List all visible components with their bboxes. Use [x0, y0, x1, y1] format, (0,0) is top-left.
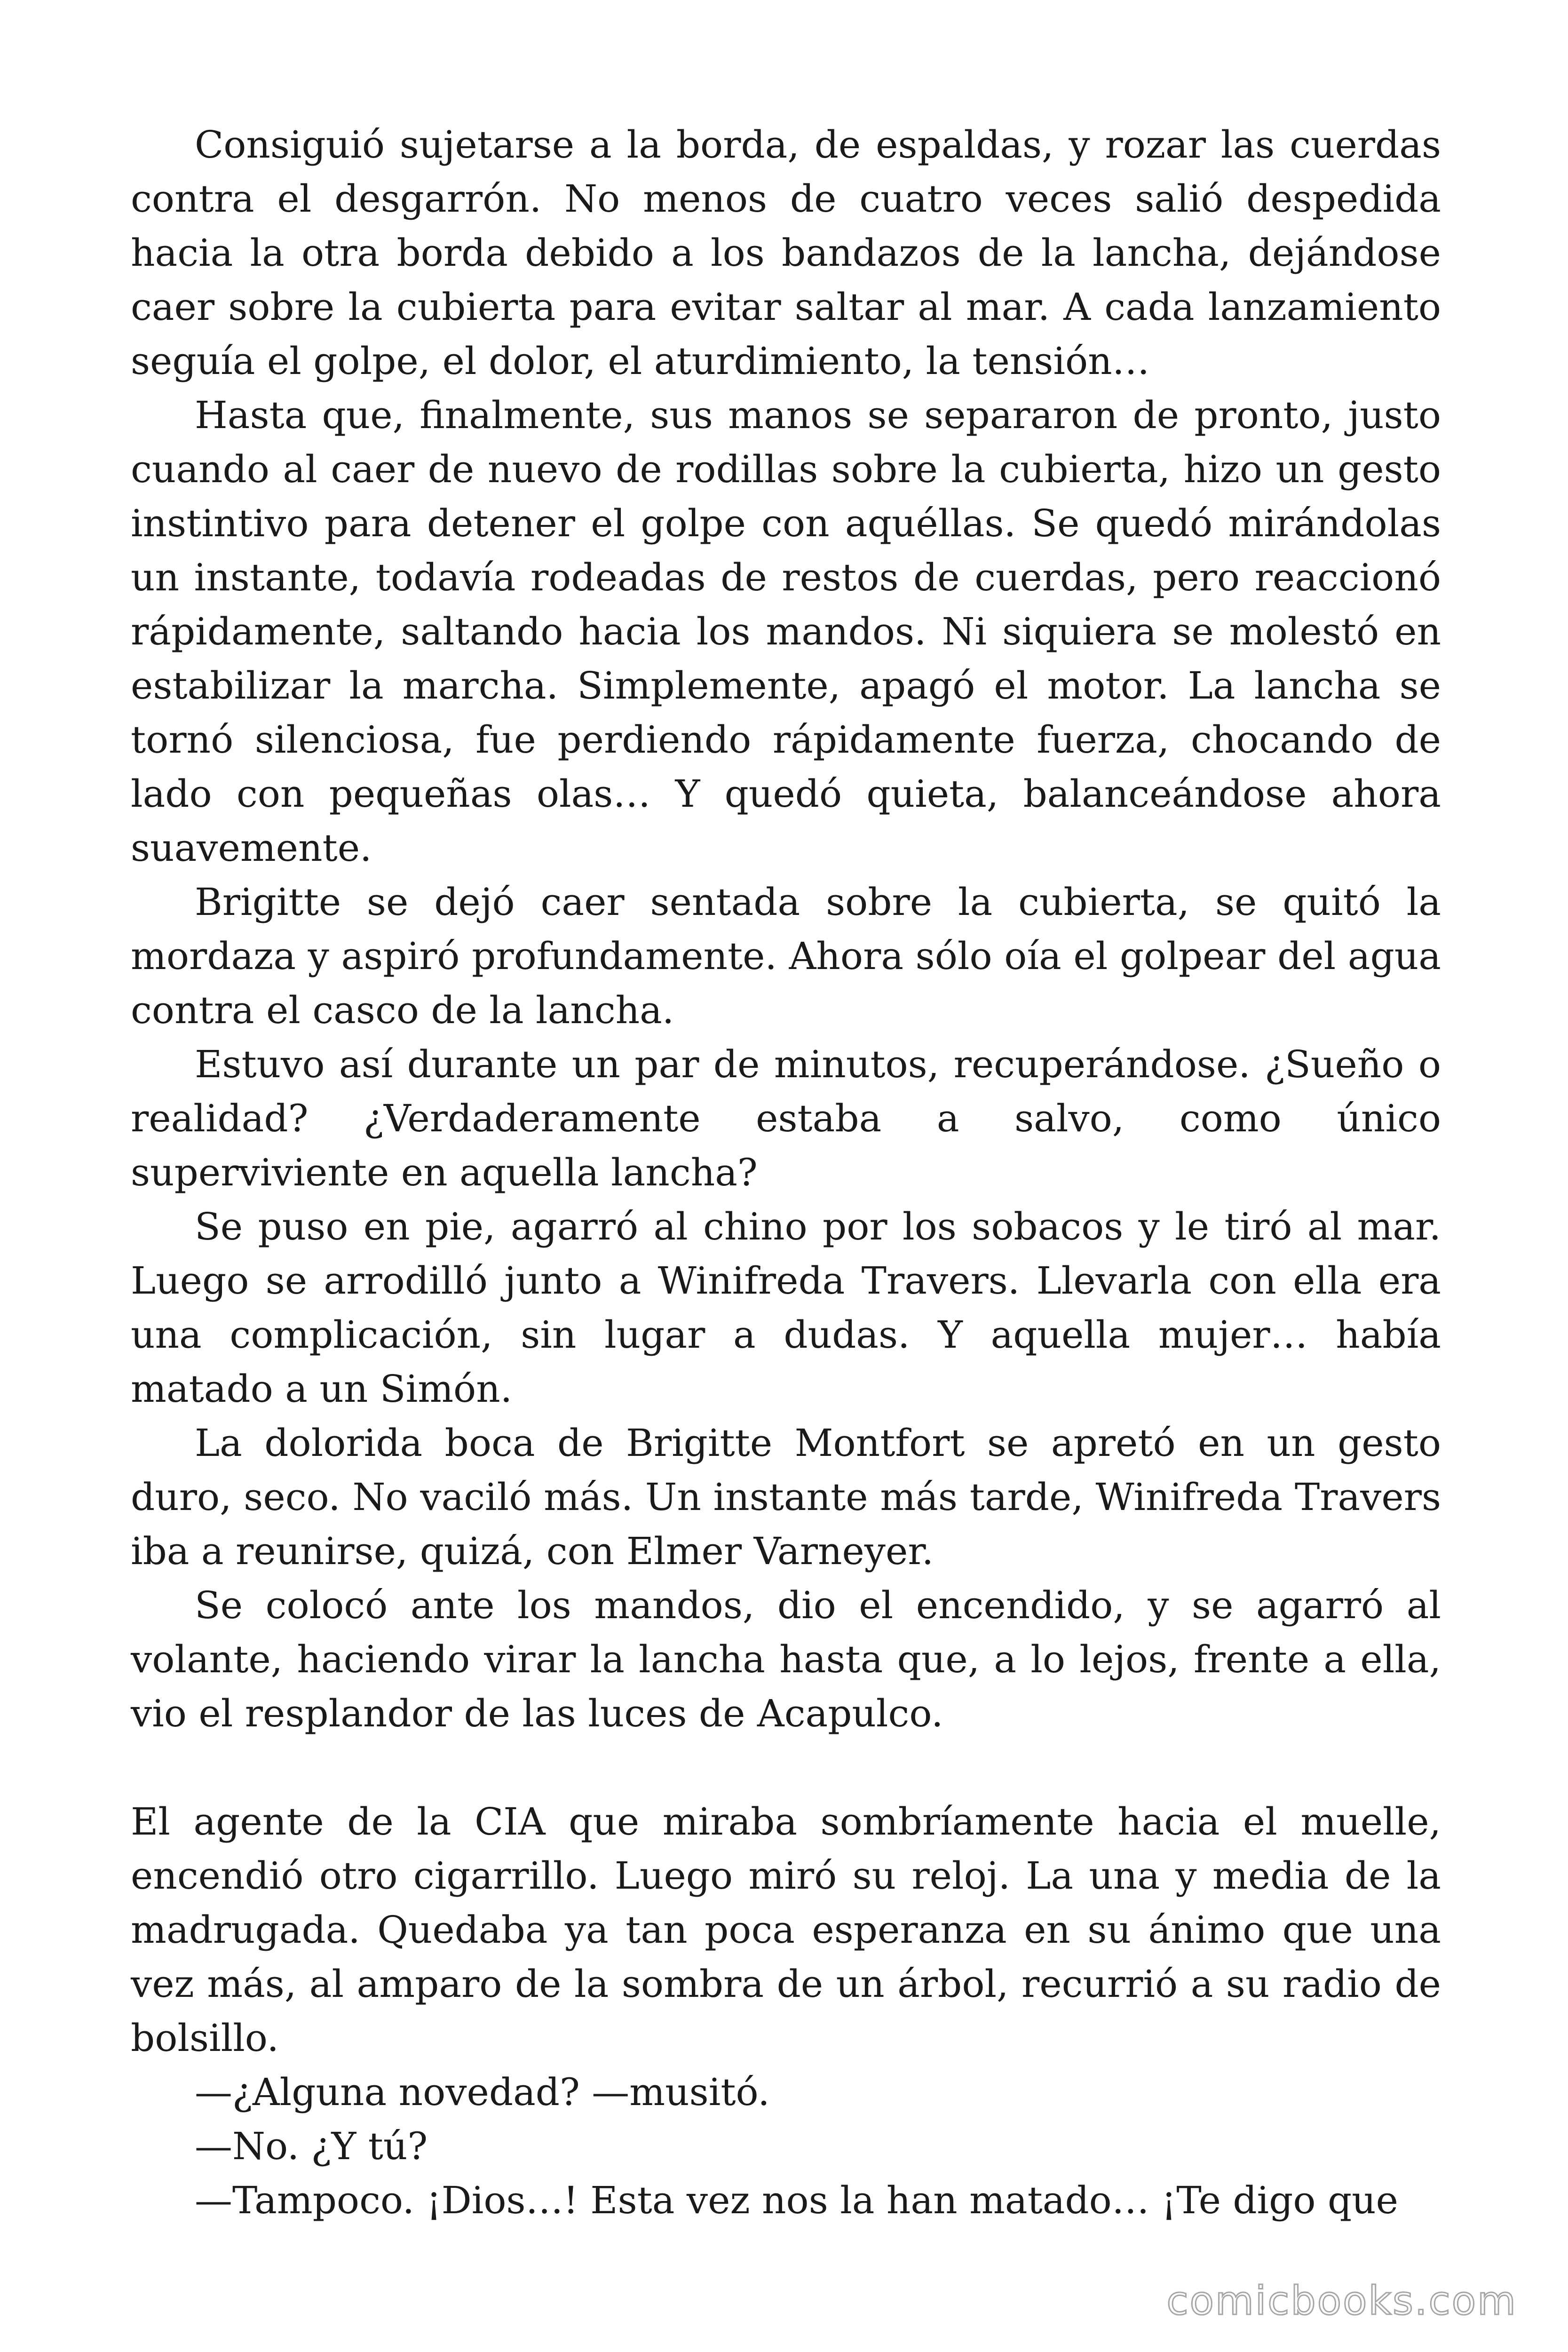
paragraph: Se puso en pie, agarró al chino por los sobacos y le tiró al mar. Luego se arrodilló junto a Winifreda Travers. Llevarla con ella era una complicación, sin lugar a dudas. Y aquella mujer… había matado a un Simón. — [131, 1205, 1441, 1411]
paragraph: Estuvo así durante un par de minutos, recuperándose. ¿Sueño o realidad? ¿Verdaderamente estaba a salvo, como único superviviente en aquella lancha? — [131, 1042, 1441, 1194]
paragraph: Consiguió sujetarse a la borda, de espaldas, y rozar las cuerdas contra el desgarrón. No menos de cuatro veces salió despedida hacia la otra borda debido a los bandazos de la lancha, dejándose caer sobre la cubierta para evitar saltar al mar. A cada lanzamiento seguía el golpe, el dolor, el aturdimiento, la tensión… — [131, 123, 1441, 383]
paragraph: Se colocó ante los mandos, dio el encendido, y se agarró al volante, haciendo virar la lancha hasta que, a lo lejos, frente a ella, vio el resplandor de las luces de Acapulco. — [131, 1583, 1441, 1735]
paragraph: Hasta que, finalmente, sus manos se separaron de pronto, justo cuando al caer de nuevo de rodillas sobre la cubierta, hizo un gesto instintivo para detener el golpe con aquéllas. Se quedó mirándolas un instante, todavía rodeadas de restos de cuerdas, pero reaccionó rápidamente, saltando hacia los mandos. Ni siquiera se molestó en estabilizar la marcha. Simplemente, apagó el motor. La lancha se tornó silenciosa, fue perdiendo rápidamente fuerza, chocando de lado con pequeñas olas… Y quedó quieta, balanceándose ahora suavemente. — [131, 393, 1441, 870]
paragraph: El agente de la CIA que miraba sombríamente hacia el muelle, encendió otro cigarrillo. Luego miró su reloj. La una y media de la madrugada. Quedaba ya tan poca esperanza en su ánimo que una vez más, al amparo de la sombra de un árbol, recurrió a su radio de bolsillo. — [131, 1800, 1441, 2060]
body-text — [131, 118, 1441, 2227]
dialogue-line: —¿Alguna novedad? —musitó. — [195, 2070, 770, 2114]
dialogue-line: —No. ¿Y tú? — [195, 2124, 428, 2168]
paragraph: Brigitte se dejó caer sentada sobre la cubierta, se quitó la mordaza y aspiró profundamente. Ahora sólo oía el golpear del agua contra el casco de la lancha. — [131, 880, 1441, 1032]
scene-break — [131, 1740, 1441, 1795]
watermark: comicbooks.com — [1166, 2278, 1517, 2324]
dialogue-line: —Tampoco. ¡Dios…! Esta vez nos la han matado… ¡Te digo que — [195, 2178, 1399, 2222]
paragraph: La dolorida boca de Brigitte Montfort se apretó en un gesto duro, seco. No vaciló más. Un instante más tarde, Winifreda Travers iba a reunirse, quizá, con Elmer Varneyer. — [131, 1421, 1441, 1573]
